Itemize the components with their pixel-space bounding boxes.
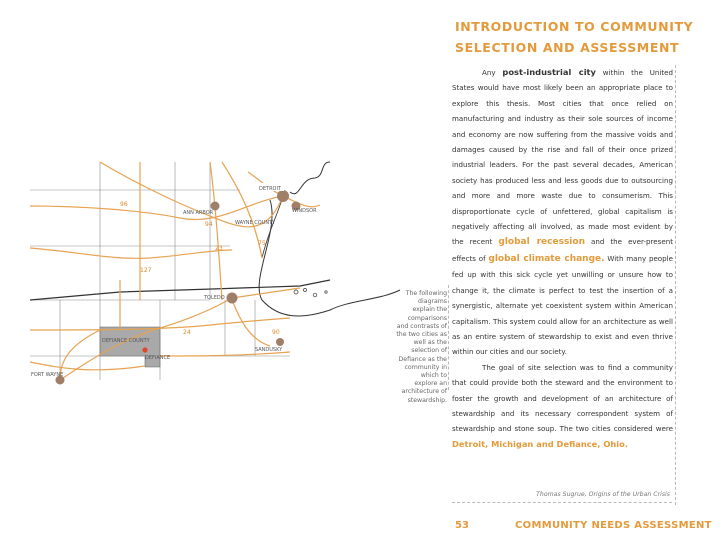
defiance-label: DEFIANCE	[145, 355, 171, 361]
sandusky-label: SANDUSKY	[255, 347, 283, 353]
emphasis-post-industrial: post-industrial city	[502, 67, 596, 77]
side-note: The following diagrams explain the comparisons and contrasts of the two cities as well as the selection of Defiance as the community in which to explore an architecture of stewardship.	[396, 290, 447, 404]
citation-rule	[452, 502, 672, 503]
route-24-label: 24	[183, 329, 191, 336]
toledo-marker	[227, 293, 238, 304]
wayne-county-label: WAYNE COUNTY	[235, 220, 276, 226]
page-title	[455, 16, 715, 58]
windsor-label: WINDSOR	[292, 208, 317, 214]
body-left-rule	[448, 285, 449, 390]
route-127-label: 127	[140, 267, 152, 274]
sandusky-marker	[276, 338, 284, 346]
lake-erie-shoreline	[259, 200, 400, 316]
route-94-label: 94	[205, 221, 213, 228]
highlight-global-recession: global recession	[498, 237, 585, 248]
route-96-label: 96	[120, 201, 128, 208]
page-title-line2: SELECTION AND ASSESSMENT	[455, 40, 680, 55]
body-right-rule	[675, 65, 676, 505]
detroit-river	[262, 196, 283, 258]
route-90-label: 90	[272, 329, 280, 336]
detroit-label: DETROIT	[259, 186, 282, 192]
fort-wayne-label: FORT WAYNE	[31, 372, 64, 378]
islands	[294, 289, 327, 297]
lake-st-clair-shoreline	[290, 162, 330, 194]
defiance-county-area	[100, 327, 160, 367]
citation: Thomas Sugrue, Origins of the Urban Crisis	[536, 491, 670, 498]
body-text	[452, 65, 673, 452]
highlight-global-climate-change: global climate change.	[488, 253, 605, 264]
section-title: COMMUNITY NEEDS ASSESSMENT	[515, 520, 712, 531]
ann-arbor-label: ANN ARBOR	[183, 210, 214, 216]
defiance-county-label: DEFIANCE COUNTY	[102, 338, 150, 344]
defiance-marker	[142, 347, 147, 352]
route-23-label: 23	[215, 245, 223, 252]
page-number: 53	[455, 520, 469, 531]
paragraph-1: Any post-industrial city within the United States would have most likely been an appropriate place to explore this thesis. Most cities that once relied on manufacturing and industry as their sole sources of income and economy are now suffering from the massive voids and damages caused by the rise and fall of their once prized industrial leaders. For the past several decades, American society has produced less and less goods due to outsourcing and more and more waste due to consumerism. This disproportionate cycle of unfettered, global capitalism is negatively affecting all involved, as made most evident by the recent global recession and the ever-present effects of global climate change. With many people fed up with this sick cycle yet unwilling or unsure how to change it, the climate is perfect to test the insertion of a synergistic, alternate yet coexistent system within American capitalism. This system could allow for an architecture as well as an entire system of stewardship to exist and even thrive within our cities and our society.	[452, 67, 673, 357]
route-75-label: 75	[258, 240, 266, 247]
paragraph-2: The goal of site selection was to find a community that could provide both the steward and the environment to foster the growth and development of an architecture of stewardship and its necessary correspondent system of stewardship and stone soup. The two cities considered were Detroit, Michigan and Defiance, Ohio.	[452, 362, 673, 449]
page-title-line1: INTRODUCTION TO COMMUNITY	[455, 19, 694, 34]
toledo-label: TOLEDO	[204, 295, 225, 301]
highlight-cities: Detroit, Michigan and Defiance, Ohio.	[452, 438, 628, 449]
